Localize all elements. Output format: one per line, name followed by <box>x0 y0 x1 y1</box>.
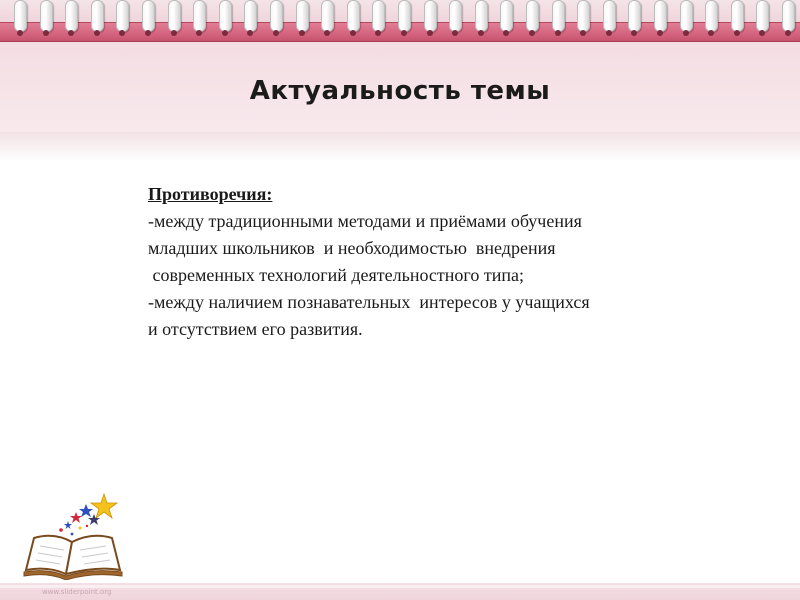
binding-ring <box>654 0 667 32</box>
bottom-stripe <box>0 585 800 588</box>
binding-ring <box>219 0 232 32</box>
content-line: -между наличием познавательных интересов у учащихся <box>148 292 590 312</box>
content-line: младших школьников и необходимостью внедрения <box>148 238 556 258</box>
star-red-icon <box>70 512 82 523</box>
binding-ring <box>321 0 334 32</box>
binding-ring <box>628 0 641 32</box>
title-band-fade <box>0 132 800 162</box>
binding-ring <box>603 0 616 32</box>
binding-ring <box>244 0 257 32</box>
binding-ring <box>168 0 181 32</box>
binding-ring <box>424 0 437 32</box>
binding-ring <box>731 0 744 32</box>
footer-watermark: www.sliderpoint.org <box>42 588 112 596</box>
slide-content <box>148 181 748 343</box>
binding-ring <box>500 0 513 32</box>
binding-ring <box>91 0 104 32</box>
binding-ring <box>296 0 309 32</box>
binding-ring <box>577 0 590 32</box>
book-with-stars-icon <box>14 490 144 580</box>
binding-ring <box>398 0 411 32</box>
binding-ring <box>347 0 360 32</box>
bottom-band <box>0 583 800 600</box>
star-small-icon <box>64 521 72 529</box>
content-line: современных технологий деятельностного типа; <box>148 265 524 285</box>
binding-ring <box>65 0 78 32</box>
binding-ring <box>552 0 565 32</box>
content-line: -между традиционными методами и приёмами обучения <box>148 211 582 231</box>
binding-ring <box>526 0 539 32</box>
binding-ring <box>372 0 385 32</box>
binding-ring <box>142 0 155 32</box>
star-blue-icon <box>79 504 93 517</box>
binding-ring <box>680 0 693 32</box>
content-heading: Противоречия: <box>148 184 273 204</box>
binding-ring <box>14 0 27 32</box>
binding-ring <box>449 0 462 32</box>
binding-ring <box>270 0 283 32</box>
star-gold-icon <box>91 494 117 518</box>
binding-ring <box>756 0 769 32</box>
slide-title: Актуальность темы <box>249 76 551 106</box>
binding-ring <box>475 0 488 32</box>
content-line: и отсутствием его развития. <box>148 319 363 339</box>
binding-ring <box>116 0 129 32</box>
spiral-binding <box>0 0 800 42</box>
binding-ring <box>705 0 718 32</box>
binding-ring <box>193 0 206 32</box>
binding-ring <box>782 0 795 32</box>
binding-ring <box>40 0 53 32</box>
